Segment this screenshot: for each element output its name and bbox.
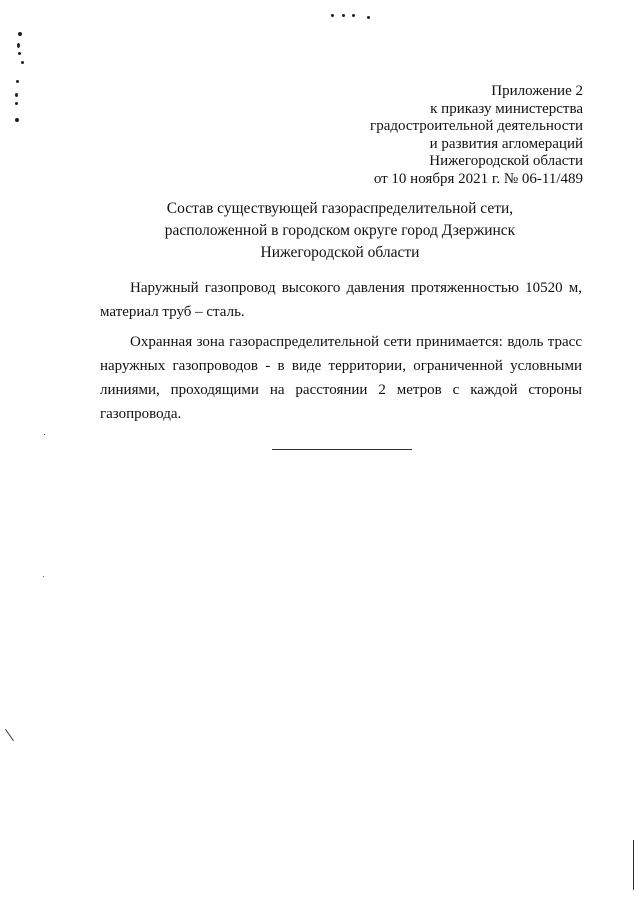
scan-speck	[367, 16, 370, 19]
appendix-line: Нижегородской области	[429, 153, 583, 170]
appendix-line: и развития агломераций	[429, 135, 583, 152]
scan-speck	[342, 14, 345, 17]
scan-speck	[17, 43, 20, 48]
scan-speck	[15, 102, 18, 105]
appendix-line: к приказу министерства	[430, 100, 583, 117]
title-line: Нижегородской области	[260, 244, 420, 261]
appendix-header	[370, 83, 583, 189]
scan-speck	[44, 434, 45, 435]
scan-speck	[352, 14, 355, 17]
scan-speck	[18, 32, 22, 36]
scan-speck	[21, 61, 24, 64]
title-line: расположенной в городском округе город Дзержинск	[164, 222, 516, 239]
body-paragraph: Охранная зона газораспределительной сети принимается: вдоль трасс наружных газопроводов - в виде территории, ограниченной условными линиями, проходящими на расстоянии 2 метров с каждой стороны газопровода.	[100, 334, 582, 422]
document-title	[100, 198, 580, 264]
title-line: Состав существующей газораспределительной сети,	[166, 200, 514, 217]
scan-speck	[18, 52, 21, 55]
appendix-line: градостроительной деятельности	[370, 118, 583, 135]
scan-speck	[16, 80, 19, 83]
appendix-line: Приложение 2	[491, 83, 583, 99]
scan-speck	[15, 93, 18, 97]
body-paragraph: Наружный газопровод высокого давления протяженностью 10520 м, материал труб – сталь.	[100, 280, 582, 320]
scan-mark	[5, 729, 14, 741]
scan-speck	[43, 576, 44, 577]
appendix-date-number: от 10 ноября 2021 г. № 06-11/489	[373, 170, 583, 187]
scan-speck	[331, 14, 334, 17]
scan-speck	[15, 118, 19, 122]
scan-edge-mark	[633, 840, 634, 890]
closing-separator-line	[272, 449, 412, 450]
document-body	[100, 276, 582, 432]
